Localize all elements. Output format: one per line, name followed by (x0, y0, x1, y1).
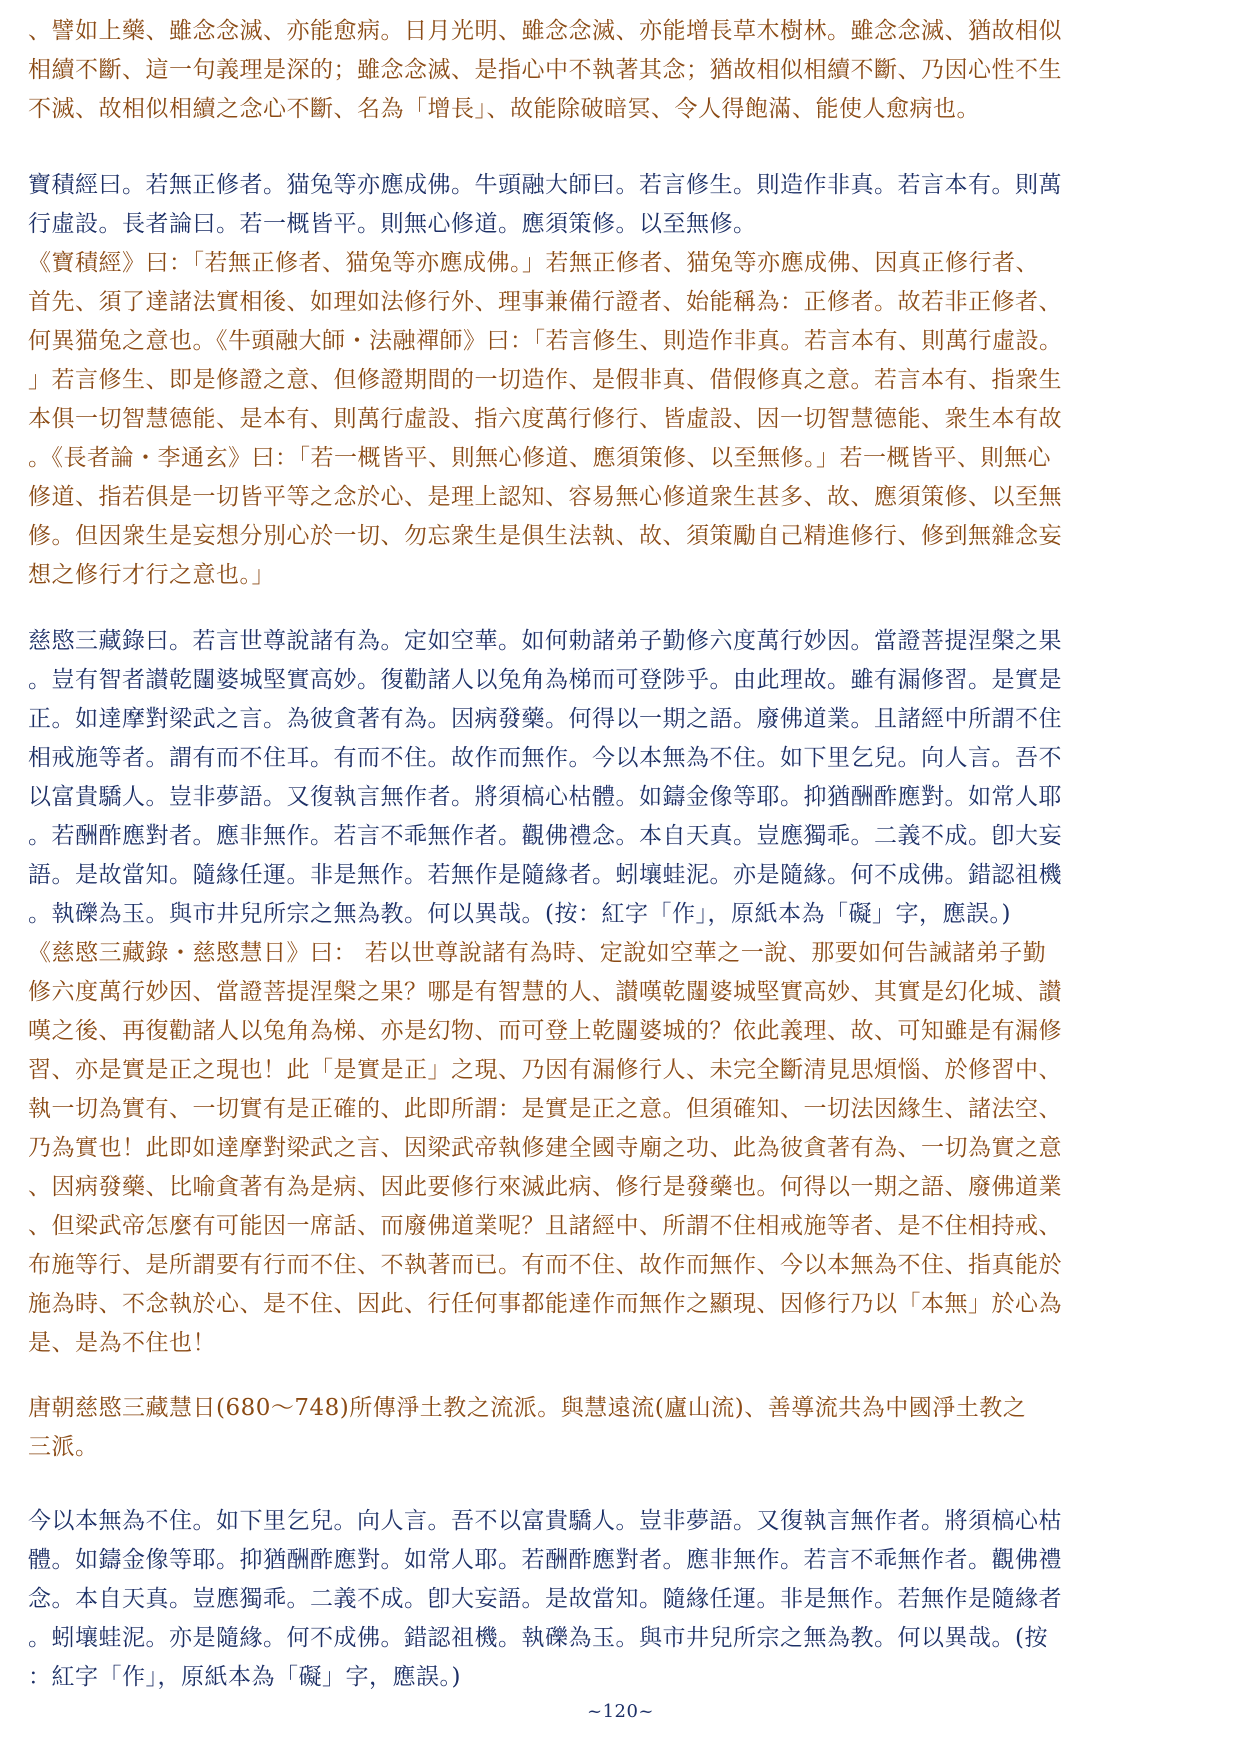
text-line: 。執礫為玉。與市井兒所宗之無為教。何以異哉。(按：紅字「作」，原紙本為「礙」字，應誤。) (28, 901, 1011, 927)
page-number: ~120~ (586, 1701, 655, 1722)
text-line: 不滅、故相似相續之念心不斷、名為「增長」、故能除破暗冥、令人得飽滿、能使人愈病也。 (28, 96, 980, 122)
text-line: 相戒施等者。謂有而不住耳。有而不住。故作而無作。今以本無為不住。如下里乞兒。向人言。吾不 (28, 745, 1062, 771)
text-line: 、譬如上藥、雖念念滅、亦能愈病。日月光明、雖念念滅、亦能增長草木樹林。雖念念滅、猶故相似 (28, 18, 1062, 44)
text-line: 首先、須了達諸法實相後、如理如法修行外、理事兼備行證者、始能稱為：正修者。故若非正修者、 (28, 289, 1062, 315)
text-line: 慈愍三藏錄曰。若言世尊說諸有為。定如空華。如何勅諸弟子勤修六度萬行妙因。當證菩提涅槃之果 (28, 628, 1062, 654)
text-line: 。《長者論・李通玄》曰：「若一概皆平、則無心修道、應須策修、以至無修。」若一概皆平、則無心 (28, 445, 1051, 471)
text-line: 。豈有智者讃乾闥婆城堅實高妙。復勸諸人以兔角為梯而可登陟乎。由此理故。雖有漏修習。是實是 (28, 667, 1062, 693)
text-line: 以富貴驕人。豈非夢語。又復執言無作者。將須槁心枯體。如鑄金像等耶。抑猶酬酢應對。如常人耶 (28, 784, 1062, 810)
commentary-cimin (28, 934, 1214, 1363)
text-line: 《寶積經》曰：「若無正修者、猫兔等亦應成佛。」若無正修者、猫兔等亦應成佛、因真正修行者、 (28, 250, 1039, 276)
commentary-baoji (28, 244, 1214, 595)
text-line: 唐朝慈愍三藏慧日(680～748)所傳淨土教之流派。與慧遠流(廬山流)、善導流共為中國淨土教之 (28, 1395, 1027, 1421)
text-line: 修六度萬行妙因、當證菩提涅槃之果？哪是有智慧的人、讃嘆乾闥婆城堅實高妙、其實是幻化城、讃 (28, 979, 1062, 1005)
text-line: 布施等行、是所謂要有行而不住、不執著而已。有而不住、故作而無作、今以本無為不住、指真能於 (28, 1252, 1062, 1278)
text-line: 。蚓壤蛙泥。亦是隨緣。何不成佛。錯認祖機。執礫為玉。與市井兒所宗之無為教。何以異哉。(按 (28, 1625, 1048, 1651)
classic-quote-baoji (28, 166, 1214, 244)
text-line: 語。是故當知。隨緣任運。非是無作。若無作是隨緣者。蚓壤蛙泥。亦是隨緣。何不成佛。錯認祖機 (28, 862, 1062, 888)
text-line: 寶積經曰。若無正修者。猫兔等亦應成佛。牛頭融大師曰。若言修生。則造作非真。若言本有。則萬 (28, 172, 1062, 198)
text-line: 正。如達摩對梁武之言。為彼貪著有為。因病發藥。何得以一期之語。廢佛道業。且諸經中所謂不住 (28, 706, 1062, 732)
text-line: 三派。 (28, 1434, 99, 1460)
text-line: 執一切為實有、一切實有是正確的、此即所謂：是實是正之意。但須確知、一切法因緣生、諸法空、 (28, 1096, 1062, 1122)
classic-quote-cimin (28, 622, 1214, 934)
text-line: 、但梁武帝怎麼有可能因一席話、而廢佛道業呢？且諸經中、所謂不住相戒施等者、是不住相持戒、 (28, 1213, 1062, 1239)
note-cimin-sanzang (28, 1389, 1214, 1467)
text-line: 習、亦是實是正之現也！此「是實是正」之現、乃因有漏修行人、未完全斷清見思煩惱、於修習中、 (28, 1057, 1062, 1083)
text-line: 《慈愍三藏錄・慈愍慧日》曰： 若以世尊說諸有為時、定說如空華之一說、那要如何告誡諸弟子勤 (28, 940, 1047, 966)
text-line: 修。但因衆生是妄想分別心於一切、勿忘衆生是俱生法執、故、須策勵自己精進修行、修到無雜念妄 (28, 523, 1062, 549)
text-line: 何異猫兔之意也。《牛頭融大師・法融禪師》曰：「若言修生、則造作非真。若言本有、則萬行虛設。 (28, 328, 1063, 354)
classic-quote-repeat (28, 1502, 1214, 1697)
text-line: 行虛設。長者論曰。若一概皆平。則無心修道。應須策修。以至無修。 (28, 211, 757, 237)
text-line: 修道、指若俱是一切皆平等之念於心、是理上認知、容易無心修道衆生甚多、故、應須策修、以至無 (28, 484, 1062, 510)
text-line: ：紅字「作」，原紙本為「礙」字，應誤。) (28, 1664, 461, 1690)
text-line: 相續不斷、這一句義理是深的；雖念念滅、是指心中不執著其念；猶故相似相續不斷、乃因心性不生 (28, 57, 1062, 83)
commentary-paragraph-continued (28, 12, 1214, 129)
text-line: 。若酬酢應對者。應非無作。若言不乖無作者。觀佛禮念。本自天真。豈應獨乖。二義不成。卽大妄 (28, 823, 1062, 849)
text-line: 嘆之後、再復勸諸人以兔角為梯、亦是幻物、而可登上乾闥婆城的？依此義理、故、可知雖是有漏修 (28, 1018, 1062, 1044)
text-line: 本俱一切智慧德能、是本有、則萬行虛設、指六度萬行修行、皆虛設、因一切智慧德能、衆生本有故 (28, 406, 1062, 432)
text-line: 是、是為不住也！ (28, 1330, 216, 1356)
text-line: 乃為實也！此即如達摩對梁武之言、因梁武帝執修建全國寺廟之功、此為彼貪著有為、一切為實之意 (28, 1135, 1062, 1161)
text-line: 體。如鑄金像等耶。抑猶酬酢應對。如常人耶。若酬酢應對者。應非無作。若言不乖無作者。觀佛禮 (28, 1547, 1062, 1573)
text-line: 念。本自天真。豈應獨乖。二義不成。卽大妄語。是故當知。隨緣任運。非是無作。若無作是隨緣者 (28, 1586, 1062, 1612)
text-line: 、因病發藥、比喻貪著有為是病、因此要修行來滅此病、修行是發藥也。何得以一期之語、廢佛道業 (28, 1174, 1062, 1200)
text-line: 想之修行才行之意也。」 (28, 562, 275, 588)
text-line: 今以本無為不住。如下里乞兒。向人言。吾不以富貴驕人。豈非夢語。又復執言無作者。將須槁心枯 (28, 1508, 1062, 1534)
text-line: 施為時、不念執於心、是不住、因此、行任何事都能達作而無作之顯現、因修行乃以「本無」於心為 (28, 1291, 1062, 1317)
text-line: 」若言修生、即是修證之意、但修證期間的一切造作、是假非真、借假修真之意。若言本有、指衆生 (28, 367, 1062, 393)
